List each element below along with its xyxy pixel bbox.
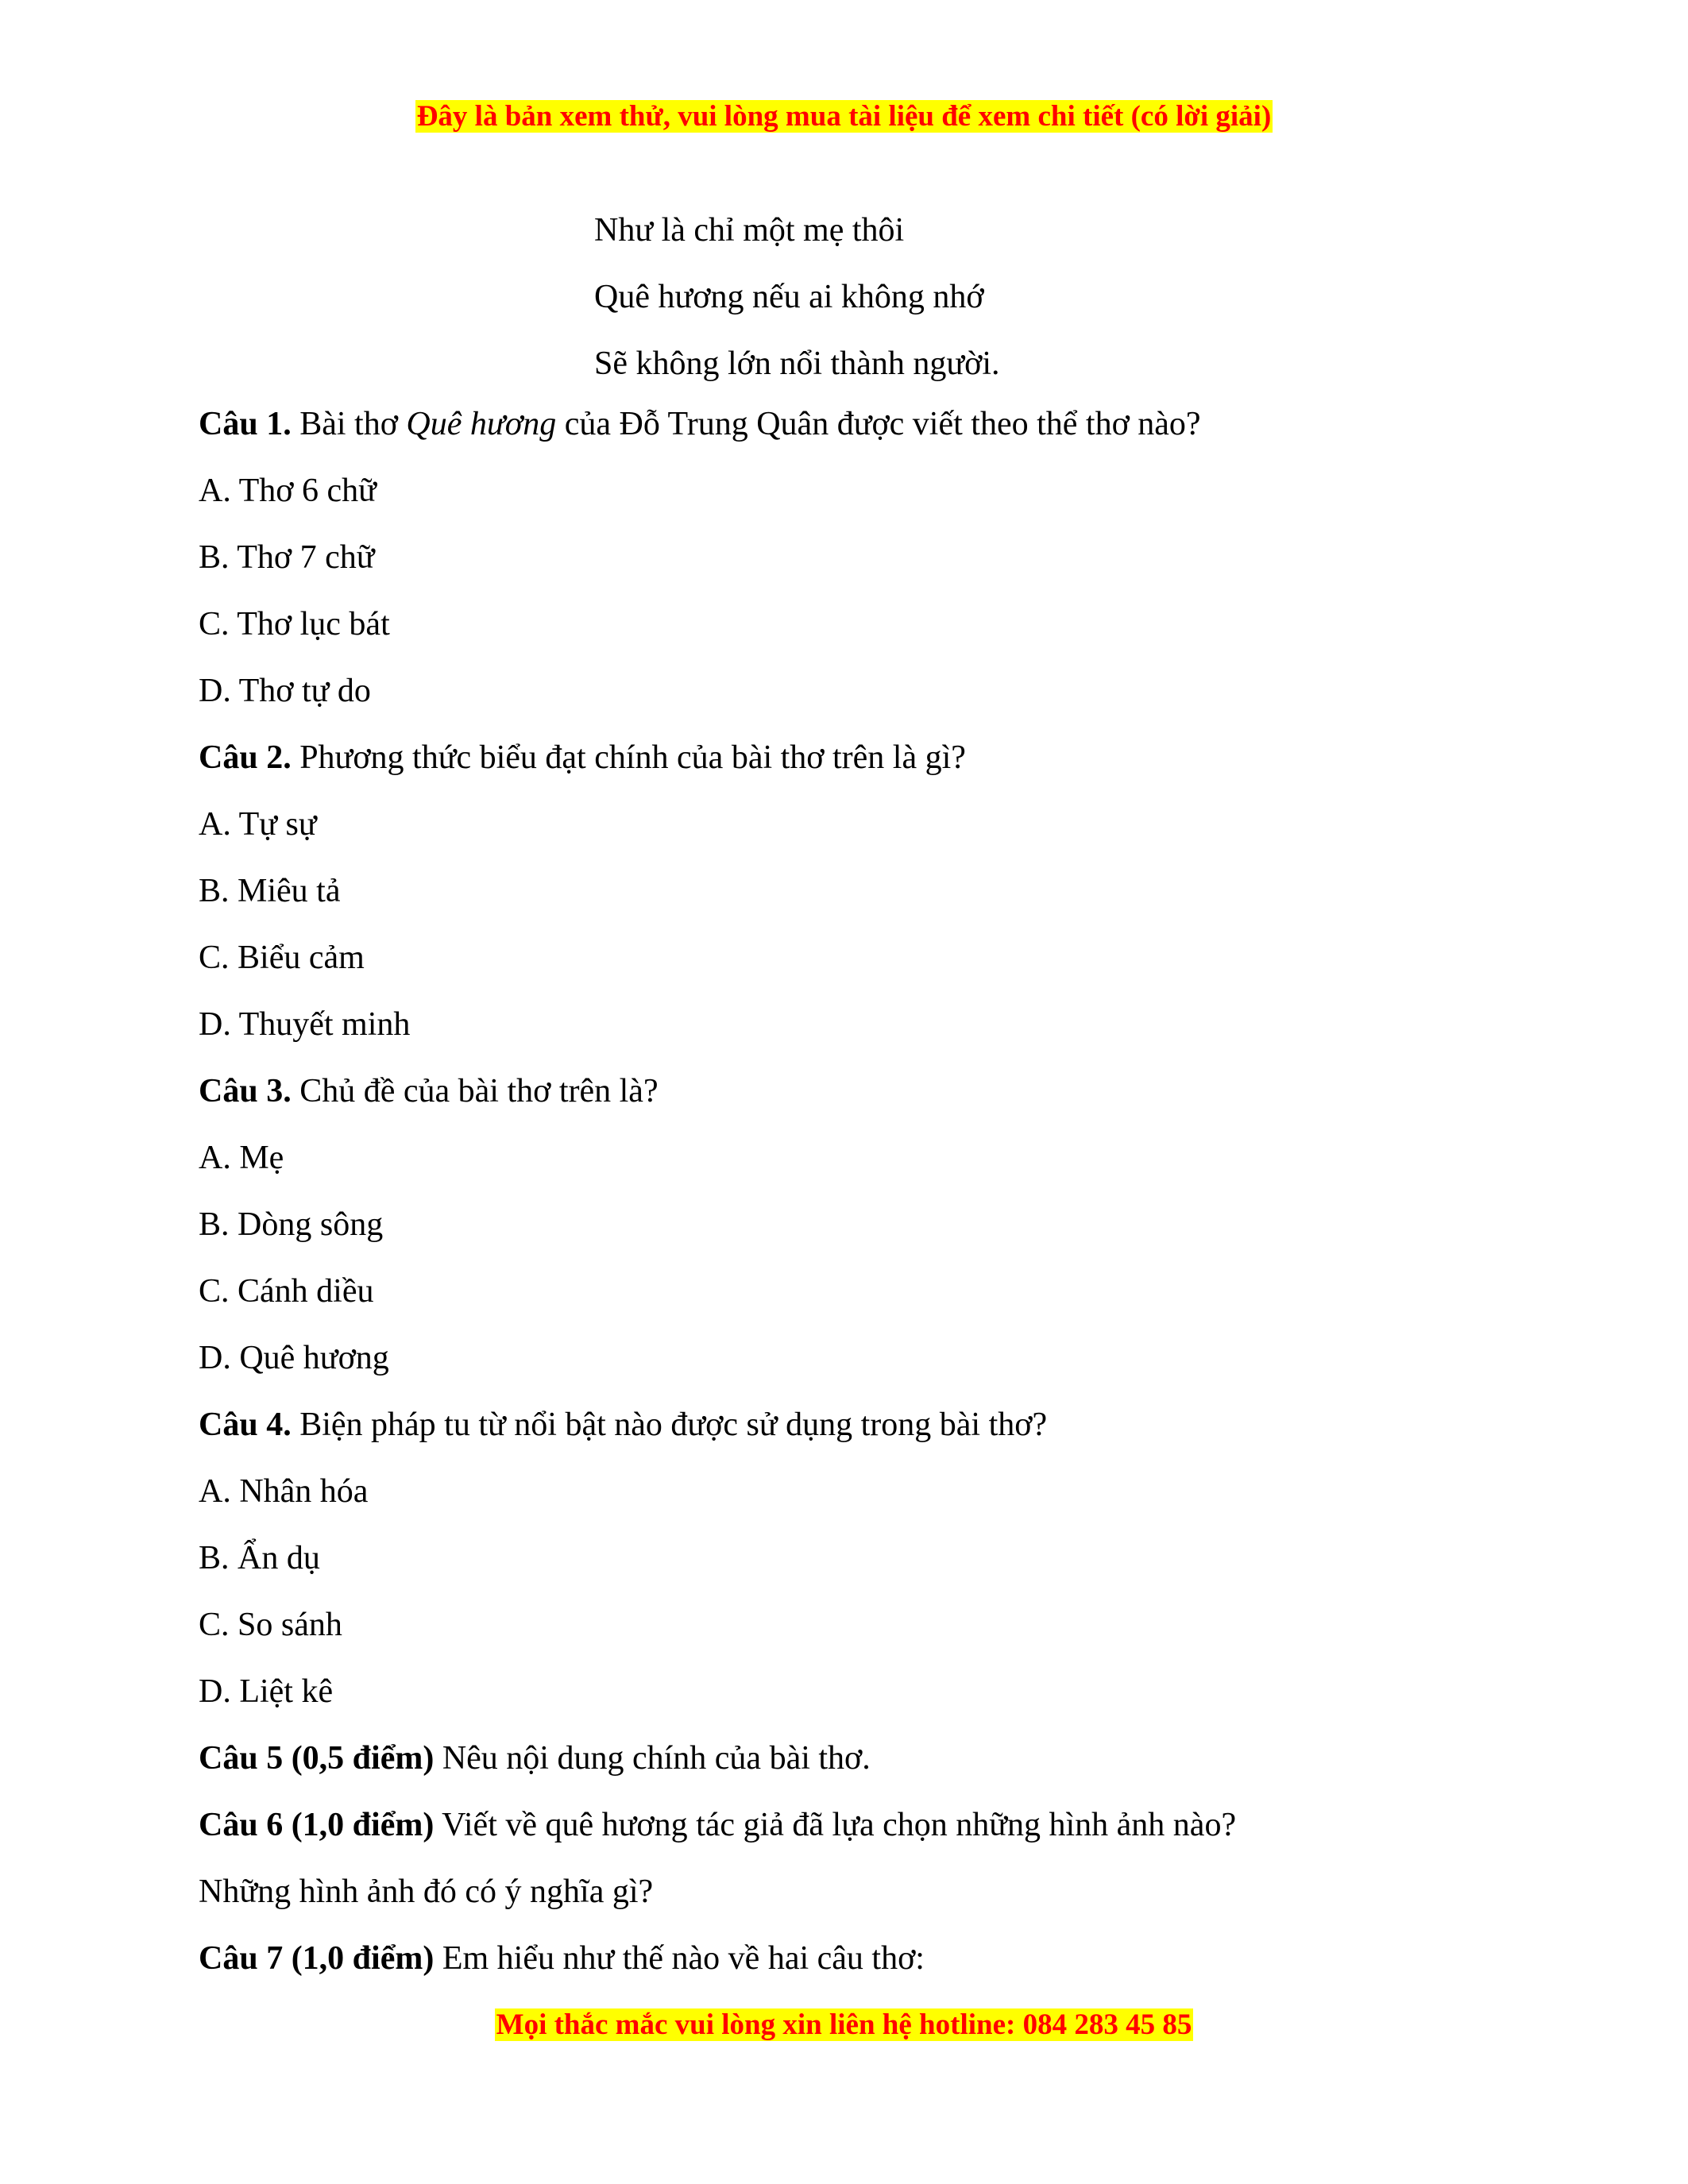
question-3: [199, 1058, 1501, 1125]
question-text: của Đỗ Trung Quân được viết theo thể thơ nào?: [556, 406, 1201, 442]
question-text: Bài thơ: [291, 406, 407, 442]
answer-option: C. Cánh diều: [199, 1273, 374, 1310]
question-text: Chủ đề của bài thơ trên là?: [291, 1073, 659, 1109]
question-label: Câu 2.: [199, 739, 292, 776]
hotline-banner: [0, 2007, 1688, 2043]
question-label: Câu 4.: [199, 1406, 292, 1443]
poem-line: Quê hương nếu ai không nhớ: [594, 279, 984, 315]
question-label: Câu 3.: [199, 1073, 292, 1109]
question-4: [199, 1391, 1501, 1458]
answer-option: D. Thuyết minh: [199, 1006, 411, 1043]
preview-notice-banner: [0, 98, 1688, 135]
hotline-text: Mọi thắc mắc vui lòng xin liên hệ hotline: 084 283 45 85: [496, 2008, 1192, 2041]
answer-option: C. Biểu cảm: [199, 940, 365, 976]
answer-option: D. Quê hương: [199, 1340, 389, 1376]
poem-line: Như là chỉ một mẹ thôi: [594, 212, 905, 249]
answer-option: A. Mẹ: [199, 1140, 284, 1176]
answer-option: B. Thơ 7 chữ: [199, 539, 375, 576]
question-text-continuation: Những hình ảnh đó có ý nghĩa gì?: [199, 1873, 654, 1910]
answer-option: B. Dòng sông: [199, 1206, 384, 1243]
question-text: Em hiểu như thế nào về hai câu thơ:: [434, 1940, 925, 1977]
question-label: Câu 1.: [199, 406, 292, 442]
answer-option: C. So sánh: [199, 1607, 342, 1643]
answer-option: B. Ẩn dụ: [199, 1540, 320, 1576]
answer-option: D. Thơ tự do: [199, 673, 371, 709]
answer-option: A. Nhân hóa: [199, 1473, 369, 1510]
answer-option: A. Thơ 6 chữ: [199, 473, 377, 509]
question-1: [199, 391, 1501, 457]
answer-option: C. Thơ lục bát: [199, 606, 390, 642]
poem-title: Quê hương: [406, 406, 557, 442]
question-2: [199, 724, 1501, 791]
question-text: Biện pháp tu từ nổi bật nào được sử dụng trong bài thơ?: [291, 1406, 1048, 1443]
question-list: [199, 391, 1501, 1992]
poem-line: Sẽ không lớn nổi thành người.: [594, 345, 1000, 382]
question-text: Viết về quê hương tác giả đã lựa chọn những hình ảnh nào?: [434, 1807, 1237, 1843]
question-label: Câu 7 (1,0 điểm): [199, 1940, 435, 1977]
question-5: [199, 1725, 1501, 1792]
question-6: [199, 1792, 1501, 1858]
answer-option: D. Liệt kê: [199, 1673, 334, 1710]
poem-excerpt: [594, 197, 1000, 397]
answer-option: A. Tự sự: [199, 806, 317, 843]
preview-notice-text: Đây là bản xem thử, vui lòng mua tài liệu để xem chi tiết (có lời giải): [416, 100, 1272, 133]
question-text: Nêu nội dung chính của bài thơ.: [434, 1740, 871, 1777]
question-7: [199, 1925, 1501, 1992]
answer-option: B. Miêu tả: [199, 873, 341, 909]
question-label: Câu 6 (1,0 điểm): [199, 1807, 435, 1843]
question-label: Câu 5 (0,5 điểm): [199, 1740, 435, 1777]
question-text: Phương thức biểu đạt chính của bài thơ trên là gì?: [291, 739, 966, 776]
